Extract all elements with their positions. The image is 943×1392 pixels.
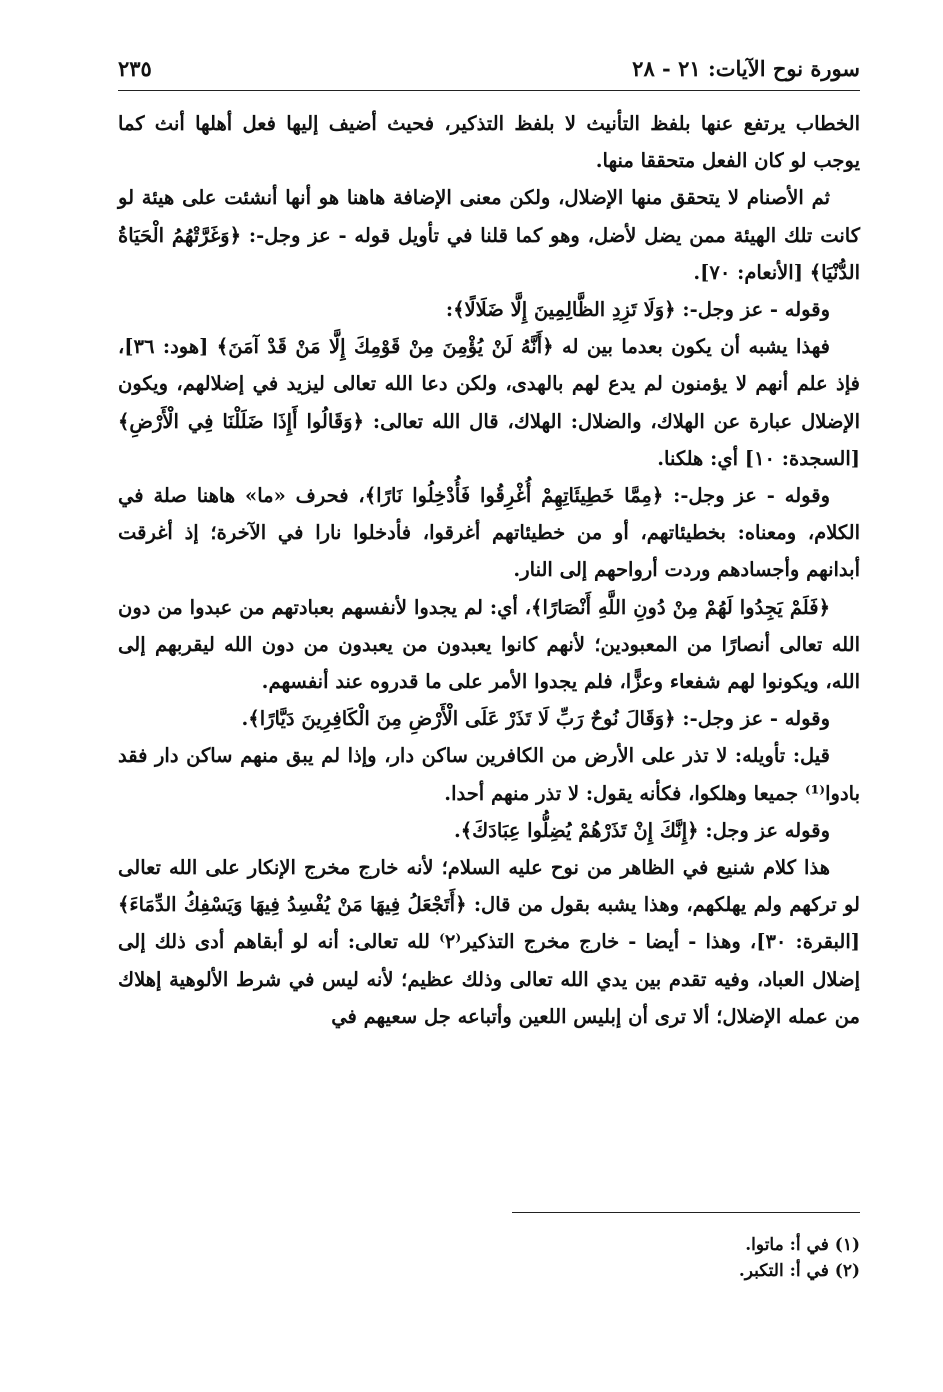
footnotes xyxy=(118,1232,860,1284)
paragraph: فهذا يشبه أن يكون بعدما بين له ﴿أَنَّهُ لَنْ يُؤْمِنَ مِنْ قَوْمِكَ إِلَّا مَنْ قَدْ آمَنَ﴾ [هود: ٣٦]، فإذ علم أنهم لا يؤمنون لم يدع لهم بالهدى، ولكن دعا الله تعالى ليزيد في إضلالهم، ويكون الإضلال عبارة عن الهلاك، والضلال: الهلاك، قال الله تعالى: ﴿وَقَالُوا أَإِذَا ضَلَلْنَا فِي الْأَرْضِ﴾ [السجدة: ١٠] أي: هلكنا. xyxy=(118,335,860,470)
footnote: (٢) في أ: التكبر. xyxy=(738,1261,860,1281)
paragraph: هذا كلام شنيع في الظاهر من نوح عليه السلام؛ لأنه خارج مخرج الإنكار على الله تعالى لو تركهم ولم يهلكهم، وهذا يشبه بقول من قال: ﴿أَتَجْعَلُ فِيهَا مَنْ يُفْسِدُ فِيهَا وَيَسْفِكُ الدِّمَاءَ﴾ [البقرة: ٣٠]، وهذا - أيضا - خارج مخرج التذكير⁽٢⁾ لله تعالى: أنه لو أبقاهم أدى ذلك إلى إضلال العباد، وفيه تقدم بين يدي الله تعالى وذلك عظيم؛ لأنه ليس في شرط الألوهية إهلاك من عمله الإضلال؛ ألا ترى أن إبليس اللعين وأتباعه جل سعيهم في xyxy=(118,856,861,1028)
paragraph: وقوله - عز وجل-: ﴿وَلَا تَزِدِ الظَّالِمِينَ إِلَّا ضَلَالًا﴾: xyxy=(445,298,830,322)
paragraph: الخطاب يرتفع عنها بلفظ التأنيث لا بلفظ التذكير، فحيث أضيف إليها فعل أهلها أنث كما يوجب لو كان الفعل متحققا منها. xyxy=(118,112,860,173)
paragraph: وقوله - عز وجل-: ﴿وَقَالَ نُوحٌ رَبِّ لَا تَذَرْ عَلَى الْأَرْضِ مِنَ الْكَافِرِينَ دَيَّارًا﴾. xyxy=(241,707,830,731)
running-title: سورة نوح الآيات: ٢١ - ٢٨ xyxy=(632,56,860,81)
paragraph: قيل: تأويله: لا تذر على الأرض من الكافرين ساكن دار، وإذا لم يبق منهم ساكن دار فقد بادوا⁽¹⁾ جميعا وهلكوا، فكأنه يقول: لا تذر منهم أحدا. xyxy=(118,744,860,805)
footnote-separator xyxy=(512,1212,860,1213)
footnote: (١) في أ: ماتوا. xyxy=(745,1235,860,1255)
page-header xyxy=(118,52,860,91)
paragraph: ﴿فَلَمْ يَجِدُوا لَهُمْ مِنْ دُونِ اللَّهِ أَنْصَارًا﴾، أي: لم يجدوا لأنفسهم بعبادتهم من عبدوا من دون الله تعالى أنصارًا من المعبودين؛ لأنهم كانوا يعبدون من يعبدون من دون الله ليقربهم إلى الله، ويكونوا لهم شفعاء وعزًّا، فلم يجدوا الأمر على ما قدروه عند أنفسهم. xyxy=(118,595,860,694)
paragraph: وقوله - عز وجل-: ﴿مِمَّا خَطِيئَاتِهِمْ أُغْرِقُوا فَأُدْخِلُوا نَارًا﴾، فحرف «ما» هاهنا صلة في الكلام، ومعناه: بخطيئاتهم، أو من خطيئاتهم أغرقوا، فأدخلوا نارا في الآخرة؛ إذ أغرقت أبدانهم وأجسادهم وردت أرواحهم إلى النار. xyxy=(118,484,860,582)
document-page xyxy=(118,52,860,1352)
paragraph: ثم الأصنام لا يتحقق منها الإضلال، ولكن معنى الإضافة هاهنا هو أنها أنشئت على هيئة لو كانت تلك الهيئة ممن يضل لأضل، وهو كما قلنا في تأويل قوله - عز وجل-: ﴿وَغَرَّتْهُمُ الْحَيَاةُ الدُّنْيَا﴾ [الأنعام: ٧٠]. xyxy=(118,186,860,284)
paragraph: وقوله عز وجل: ﴿إِنَّكَ إِنْ تَذَرْهُمْ يُضِلُّوا عِبَادَكَ﴾. xyxy=(453,818,830,842)
page-body xyxy=(118,105,860,1035)
page-number: ٢٣٥ xyxy=(118,56,152,81)
